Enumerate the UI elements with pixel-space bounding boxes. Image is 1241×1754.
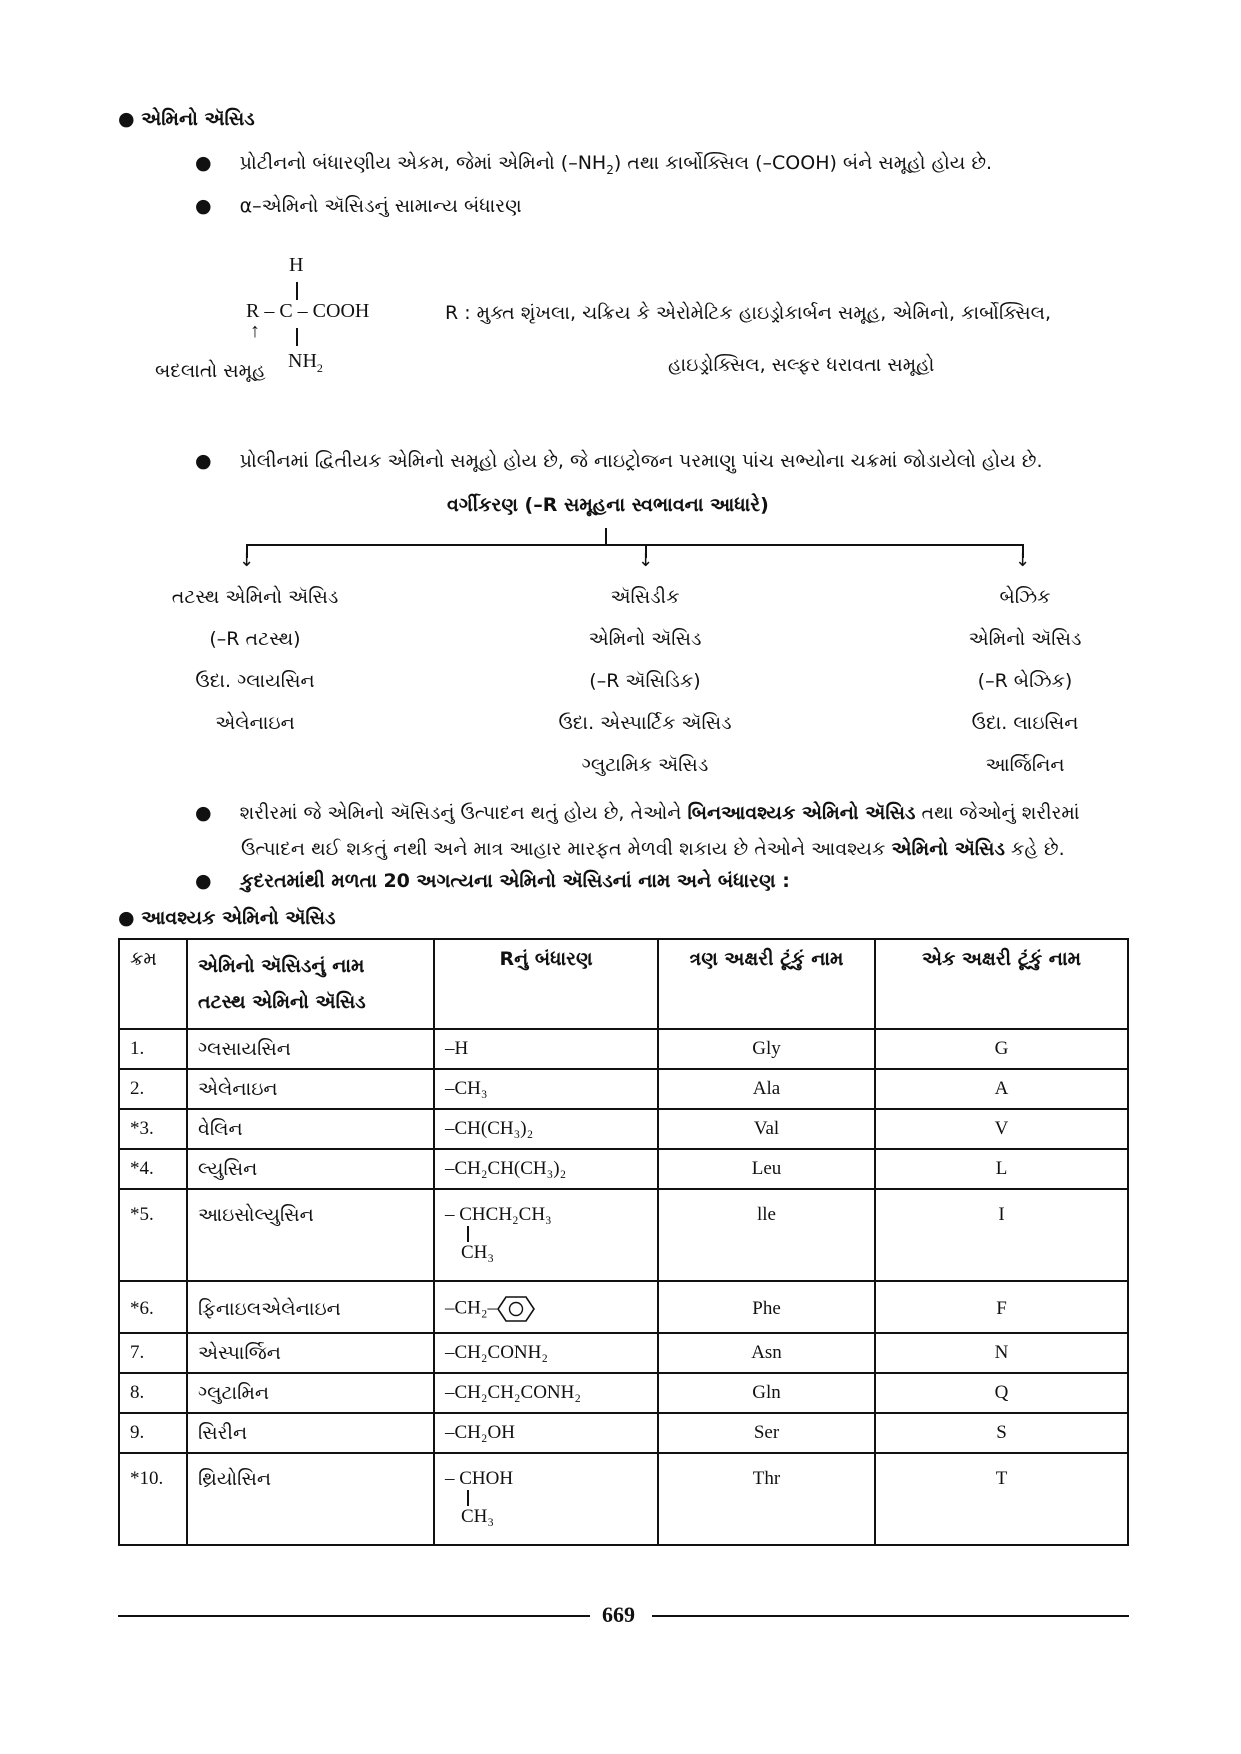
down-arrow-icon: ↓: [638, 550, 654, 571]
footer-rule-left: [118, 1615, 590, 1617]
cell-num: 7.: [119, 1333, 187, 1373]
cell-num: 2.: [119, 1069, 187, 1109]
note-bold: એમિનો ઍસિડ: [891, 838, 1005, 860]
cell-name: આઇસોલ્યુસિન: [187, 1189, 434, 1281]
cell-r: –CH₂OH: [434, 1413, 658, 1453]
cell-r: –CH₂CONH₂: [434, 1333, 658, 1373]
table-row: [119, 1373, 1128, 1413]
bullet-dot: ●: [195, 802, 212, 824]
cell-three: Ala: [658, 1069, 875, 1109]
bullet-essential-definition: [195, 795, 1080, 867]
class-neutral: [140, 576, 370, 744]
header-three-letter: [658, 939, 875, 1029]
header-text: તટસ્થ એમિનો ઍસિડ: [198, 991, 366, 1013]
cell-three: Val: [658, 1109, 875, 1149]
bullet-text-a: પ્રોટીનનો બંધારણીય એકમ, જેમાં એમિનો (–NH: [239, 152, 607, 174]
cell-name: ફિનાઇલએલેનાઇન: [187, 1281, 434, 1333]
cell-name: લ્યુસિન: [187, 1149, 434, 1189]
cell-one: S: [875, 1413, 1128, 1453]
bullet-general-structure: [195, 195, 522, 217]
bullet-text: [239, 152, 993, 177]
cell-three: Gly: [658, 1029, 875, 1069]
tree-branch: [246, 544, 1024, 546]
table-row: [119, 1453, 1128, 1545]
branch-bond: [467, 1226, 469, 1242]
r-branch-top: – CHOH: [445, 1468, 514, 1489]
note-bold: બિનઆવશ્યક એમિનો ઍસિડ: [687, 802, 916, 824]
branch-bond: [467, 1490, 469, 1506]
cell-one: Q: [875, 1373, 1128, 1413]
class-line: ઍસિડીક: [610, 586, 680, 608]
class-line: એમિનો ઍસિડ: [588, 628, 702, 650]
table-header-row: [119, 939, 1128, 1029]
r-text: –CH₂–: [445, 1297, 498, 1319]
bullet-dot: ●: [118, 108, 135, 130]
bullet-dot: ●: [118, 907, 135, 929]
up-arrow-icon: ↑: [250, 320, 260, 342]
cell-one: F: [875, 1281, 1128, 1333]
cell-r: –H: [434, 1029, 658, 1069]
class-line: બેઝિક: [999, 586, 1051, 608]
note-text: શરીરમાં જે એમિનો ઍસિડનું ઉત્પાદન થતું હોય છે, તેઓને: [239, 802, 688, 824]
header-num: [119, 939, 187, 1029]
cell-three: Phe: [658, 1281, 875, 1333]
class-acidic: [520, 576, 770, 786]
cell-one: G: [875, 1029, 1128, 1069]
table-row: [119, 1149, 1128, 1189]
note-text: કહે છે.: [1004, 838, 1065, 860]
variable-group-label: બદલાતો સમૂહ: [155, 360, 266, 382]
section-heading-essential: [118, 907, 336, 929]
cell-three: Asn: [658, 1333, 875, 1373]
footer-rule-right: [652, 1615, 1129, 1617]
note-text: ઉત્પાદન થઈ શકતું નથી અને માત્ર આહાર મારફત મેળવી શકાય છે તેઓને આવશ્યક: [241, 838, 892, 860]
class-line: ઉદા. ગ્લાયસિન: [195, 670, 315, 692]
class-line: ઉદા. એસ્પાર્ટિક ઍસિડ: [558, 712, 732, 734]
cell-r: –CH₃: [434, 1069, 658, 1109]
header-text: Rનું બંધારણ: [499, 948, 593, 970]
bullet-text-b: ) તથા કાર્બોક્સિલ (–COOH) બંને સમૂહો હોય છે.: [613, 152, 993, 174]
tree-stem: [605, 528, 607, 545]
down-arrow-icon: ↓: [1015, 550, 1031, 571]
r-branch-bottom: CH₃: [461, 1242, 495, 1263]
nh-text: NH: [288, 350, 317, 372]
structure-main: R – C – COOH: [246, 300, 370, 322]
cell-one: A: [875, 1069, 1128, 1109]
cell-name: સિરીન: [187, 1413, 434, 1453]
r-description-line2: હાઇડ્રોક્સિલ, સલ્ફર ધરાવતા સમૂહો: [668, 354, 935, 376]
classification-title: વર્ગીકરણ (–R સમૂહના સ્વભાવના આધારે): [447, 494, 769, 516]
cell-three: Leu: [658, 1149, 875, 1189]
r-branch-top: – CHCH₂CH₃: [445, 1204, 552, 1225]
cell-r: –CH₂CH₂CONH₂: [434, 1373, 658, 1413]
header-text: એક અક્ષરી ટૂંકું નામ: [921, 948, 1082, 970]
cell-num: 1.: [119, 1029, 187, 1069]
class-line: (–R તટસ્થ): [209, 628, 301, 650]
subscript: 2: [316, 361, 323, 375]
class-line: એમિનો ઍસિડ: [968, 628, 1082, 650]
cell-r: –CH₂CH(CH₃)₂: [434, 1149, 658, 1189]
cell-name: એસ્પાર્જિન: [187, 1333, 434, 1373]
cell-r: [434, 1189, 658, 1281]
bullet-twenty-amino-acids: [195, 870, 790, 892]
cell-r: [434, 1281, 658, 1333]
bullet-dot: ●: [195, 152, 212, 174]
cell-one: V: [875, 1109, 1128, 1149]
down-arrow-icon: ↓: [239, 550, 255, 571]
bullet-dot: ●: [195, 195, 212, 217]
table-row: [119, 1281, 1128, 1333]
benzene-ring-icon: [497, 1296, 535, 1322]
cell-one: I: [875, 1189, 1128, 1281]
section-heading-text: આવશ્યક એમિનો ઍસિડ: [141, 907, 336, 929]
cell-name: ગ્લસાયસિન: [187, 1029, 434, 1069]
section-heading-text: એમિનો ઍસિડ: [141, 108, 255, 130]
bond-top: [296, 282, 298, 300]
class-line: (–R ઍસિડિક): [589, 670, 701, 692]
cell-num: 9.: [119, 1413, 187, 1453]
table-row: [119, 1333, 1128, 1373]
note-text: તથા જેઓનું શરીરમાં: [915, 802, 1080, 824]
cell-num: *6.: [119, 1281, 187, 1333]
bullet-protein-unit: [195, 152, 992, 177]
table-row: [119, 1029, 1128, 1069]
class-line: આર્જિનિન: [985, 754, 1065, 776]
class-line: (–R બેઝિક): [977, 670, 1073, 692]
cell-one: T: [875, 1453, 1128, 1545]
cell-three: Thr: [658, 1453, 875, 1545]
header-text: એમિનો ઍસિડનું નામ: [198, 955, 365, 977]
cell-one: L: [875, 1149, 1128, 1189]
header-text: ક્રમ: [130, 948, 157, 970]
table-row: [119, 1109, 1128, 1149]
cell-name: થ્રિયોસિન: [187, 1453, 434, 1545]
header-one-letter: [875, 939, 1128, 1029]
bond-bottom: [296, 328, 298, 346]
cell-num: 8.: [119, 1373, 187, 1413]
cell-r: [434, 1453, 658, 1545]
cell-num: *3.: [119, 1109, 187, 1149]
cell-name: વેલિન: [187, 1109, 434, 1149]
cell-r: –CH(CH₃)₂: [434, 1109, 658, 1149]
class-line: તટસ્થ એમિનો ઍસિડ: [171, 586, 339, 608]
header-r: [434, 939, 658, 1029]
class-line: એલેનાઇન: [215, 712, 295, 734]
cell-one: N: [875, 1333, 1128, 1373]
bullet-dot: ●: [195, 450, 212, 472]
header-name: [187, 939, 434, 1029]
page-number: 669: [602, 1602, 635, 1627]
amino-acid-table: [118, 938, 1129, 1546]
class-basic: [920, 576, 1130, 786]
cell-three: Ser: [658, 1413, 875, 1453]
cell-num: *5.: [119, 1189, 187, 1281]
header-text: ત્રણ અક્ષરી ટૂંકું નામ: [689, 948, 844, 970]
structure-nh2: [288, 350, 323, 376]
table-row: [119, 1189, 1128, 1281]
r-branch-bottom: CH₃: [461, 1506, 495, 1527]
cell-name: એલેનાઇન: [187, 1069, 434, 1109]
bullet-dot: ●: [195, 870, 212, 892]
table-row: [119, 1069, 1128, 1109]
table-row: [119, 1413, 1128, 1453]
bullet-text: α–એમિનો ઍસિડનું સામાન્ય બંધારણ: [239, 195, 522, 217]
class-line: ઉદા. લાઇસિન: [971, 712, 1079, 734]
cell-num: *4.: [119, 1149, 187, 1189]
cell-num: *10.: [119, 1453, 187, 1545]
subscript: 2: [606, 162, 614, 177]
cell-three: lle: [658, 1189, 875, 1281]
section-heading-amino-acid: [118, 108, 255, 130]
cell-name: ગ્લુટામિન: [187, 1373, 434, 1413]
class-line: ગ્લુટામિક ઍસિડ: [581, 754, 709, 776]
structure-h: H: [289, 254, 304, 276]
bullet-proline: [195, 450, 1043, 472]
cell-three: Gln: [658, 1373, 875, 1413]
bullet-text: પ્રોલીનમાં દ્વિતીયક એમિનો સમૂહો હોય છે, જે નાઇટ્રોજન પરમાણુ પાંચ સભ્યોના ચક્રમાં જોડાયેલો હોય છે.: [239, 450, 1043, 472]
r-description-line1: R : મુક્ત શૃંખલા, ચક્રિય કે એરોમેટિક હાઇડ્રોકાર્બન સમૂહ, એમિનો, કાર્બોક્સિલ,: [445, 302, 1052, 324]
bullet-text: કુદરતમાંથી મળતા 20 અગત્યના એમિનો ઍસિડનાં નામ અને બંધારણ :: [240, 870, 790, 892]
